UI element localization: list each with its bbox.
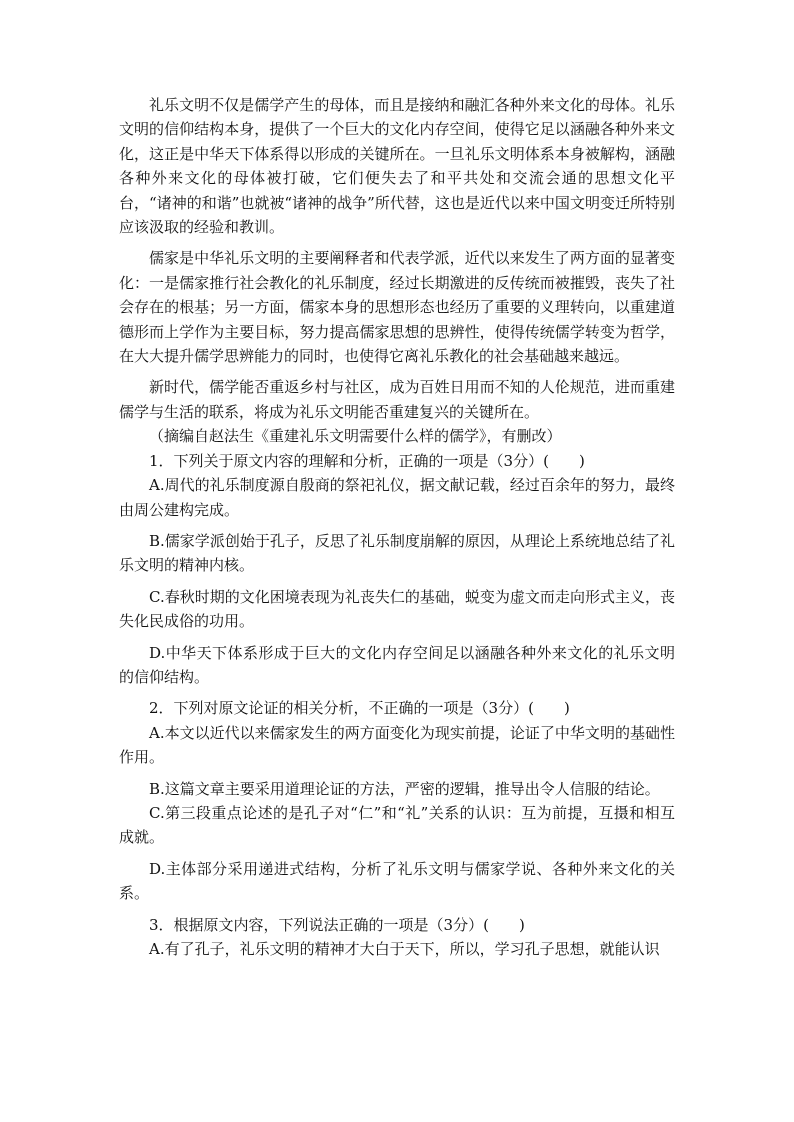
question-option: B.这篇文章主要采用道理论证的方法，严密的逻辑，推导出令人信服的结论。	[149, 779, 660, 798]
article-source: （摘编自赵法生《重建礼乐文明需要什么样的儒学》，有删改）	[149, 427, 562, 446]
question-stem: 2．下列对原文论证的相关分析，不正确的一项是（3分）( )	[149, 699, 570, 718]
question-option: D.主体部分采用递进式结构，分析了礼乐文明与儒家学说、各种外来文化的关系。	[119, 859, 675, 903]
question-option: C.春秋时期的文化困境表现为礼丧失仁的基础，蜕变为虚文而走向形式主义，丧失化民成俗的功用。	[119, 587, 675, 631]
question-option: A.有了孔子，礼乐文明的精神才大白于天下，所以，学习孔子思想，就能认识	[149, 940, 660, 958]
article-paragraph: 礼乐文明不仅是儒学产生的母体，而且是接纳和融汇各种外来文化的母体。礼乐文明的信仰结构本身，提供了一个巨大的文化内存空间，使得它足以涵融各种外来文化，这正是中华天下体系得以形成的关键所在。一旦礼乐文明体系本身被解构，涵融各种外来文化的母体被打破，它们便失去了和平共处和交流会通的思想文化平台，“诸神的和谐”也就被“诸神的战争”所代替，这也是近代以来中国文明变迁所特别应该汲取的经验和教训。	[119, 96, 675, 237]
article-paragraph: 新时代，儒学能否重返乡村与社区，成为百姓日用而不知的人伦规范，进而重建儒学与生活的联系，将成为礼乐文明能否重建复兴的关键所在。	[119, 378, 675, 421]
question-option: A.周代的礼乐制度源自殷商的祭祀礼仪，据文献记载，经过百余年的努力，最终由周公建构完成。	[119, 476, 675, 519]
question-option: B.儒家学派创始于孔子，反思了礼乐制度崩解的原因，从理论上系统地总结了礼乐文明的精神内核。	[119, 531, 675, 575]
question-stem: 3．根据原文内容，下列说法正确的一项是（3分）( )	[149, 915, 525, 934]
document-page	[119, 93, 675, 961]
question-stem: 1．下列关于原文内容的理解和分析，正确的一项是（3分）( )	[149, 451, 585, 470]
question-option: A.本文以近代以来儒家发生的两方面变化为现实前提，论证了中华文明的基础性作用。	[119, 723, 675, 767]
question-option: C.第三段重点论述的是孔子对“仁”和“礼”关系的认识：互为前提，互摄和相互成就。	[119, 803, 675, 847]
question-option: D.中华天下体系形成于巨大的文化内存空间足以涵融各种外来文化的礼乐文明的信仰结构。	[119, 643, 675, 686]
article-paragraph: 儒家是中华礼乐文明的主要阐释者和代表学派，近代以来发生了两方面的显著变化：一是儒家推行社会教化的礼乐制度，经过长期激进的反传统而被摧毁，丧失了社会存在的根基；另一方面，儒家本身的思想形态也经历了重要的义理转向，以重建道德形而上学作为主要目标，努力提高儒家思想的思辨性，使得传统儒学转变为哲学，在大大提升儒学思辨能力的同时，也使得它离礼乐教化的社会基础越来越远。	[119, 249, 675, 366]
